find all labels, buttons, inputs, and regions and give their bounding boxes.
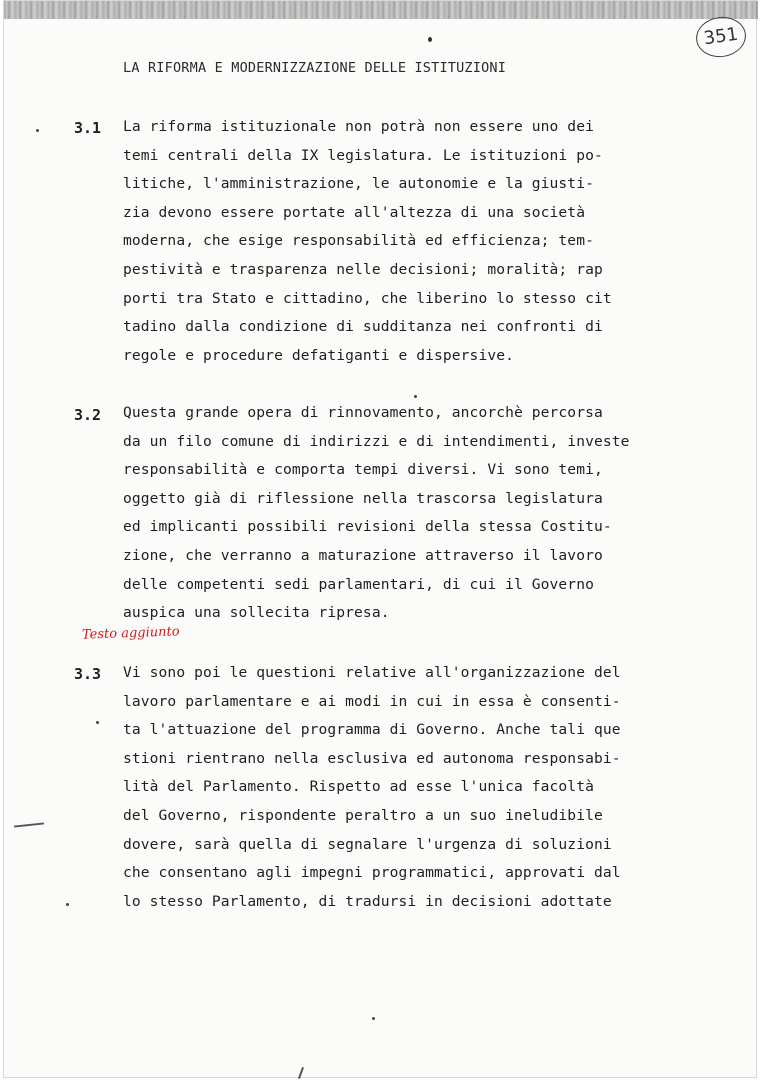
margin-dot xyxy=(372,1017,375,1020)
ink-mark xyxy=(298,1067,304,1079)
section-text-3-2: Questa grande opera di rinnovamento, ancorchè percorsa da un filo comune di indirizzi e di intendimenti, investe responsabilità e comporta tempi diversi. Vi sono temi, oggetto già di riflessione nella trascorsa legislatura ed implicanti possibili revisioni della stessa Costitu- zione, che verranno a maturazione attraverso il lavoro delle competenti sedi parlamentari, di cui il Governo auspica una sollecita ripresa. xyxy=(123,404,630,622)
margin-dot xyxy=(66,903,69,906)
ink-mark xyxy=(428,37,432,42)
scan-edge-strip xyxy=(4,1,758,19)
section-number-3-2: 3.2 xyxy=(74,406,102,424)
margin-dot xyxy=(414,395,417,398)
page-number-stamp: 351 xyxy=(693,14,748,61)
page-title: LA RIFORMA E MODERNIZZAZIONE DELLE ISTITUZIONI xyxy=(123,60,507,76)
margin-dot xyxy=(96,721,99,724)
margin-dot xyxy=(36,129,39,132)
margin-dash xyxy=(14,822,44,827)
handwritten-note: Testo aggiunto xyxy=(81,624,180,643)
section-text-3-3: Vi sono poi le questioni relative all'organizzazione del lavoro parlamentare e ai modi in cui in essa è consenti- ta l'attuazione del programma di Governo. Anche tali que stioni rientrano nella esclusiva ed autonoma responsabi- lità del Parlamento. Rispetto ad esse l'unica facoltà del Governo, rispondente peraltro a un suo ineludibile dovere, sarà quella di segnalare l'urgenza di soluzioni che consentano agli impegni programmatici, approvati dal lo stesso Parlamento, di tradursi in decisioni adottate xyxy=(123,664,621,910)
section-text-3-1: La riforma istituzionale non potrà non essere uno dei temi centrali della IX legislatura. Le istituzioni po- litiche, l'amministrazione, le autonomie e la giusti- zia devono essere portate all'altezza di una società moderna, che esige responsabilità ed efficienza; tem- pestività e trasparenza nelle decisioni; moralità; rap porti tra Stato e cittadino, che liberino lo stesso cit tadino dalla condizione di sudditanza nei confronti di regole e procedure defatiganti e dispersive. xyxy=(123,118,612,364)
section-number-3-3: 3.3 xyxy=(74,665,102,683)
document-page xyxy=(3,0,757,1078)
section-number-3-1: 3.1 xyxy=(74,119,102,137)
